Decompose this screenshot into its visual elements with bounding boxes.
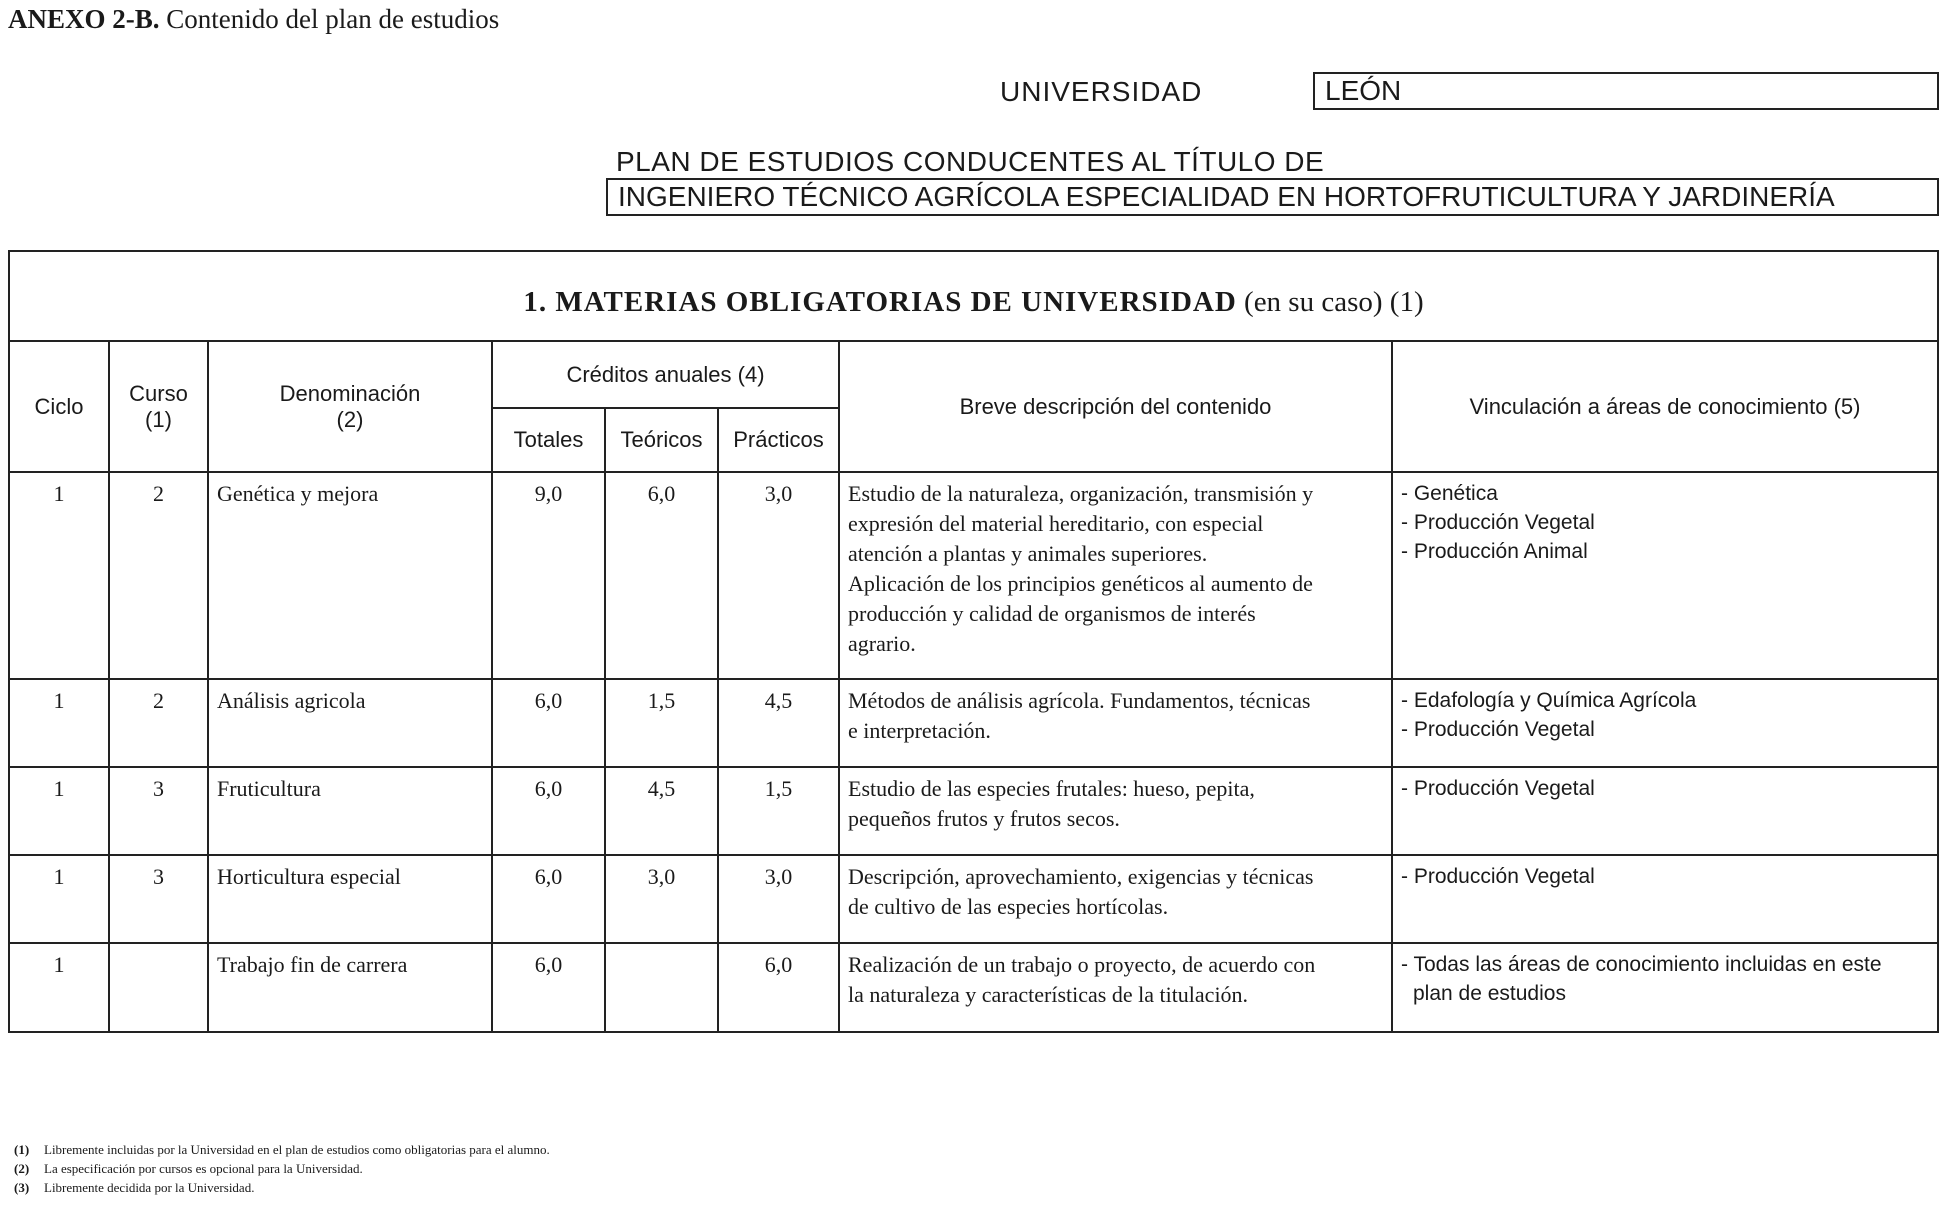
- description-line: expresión del material hereditario, con especial: [848, 511, 1264, 536]
- col-totales-header: Totales: [492, 408, 605, 472]
- area-item: plan de estudios: [1413, 982, 1566, 1005]
- footnote: [14, 1140, 550, 1159]
- cell-ciclo: 1: [10, 679, 109, 767]
- cell-practicos: 4,5: [718, 679, 839, 767]
- cell-ciclo: 1: [10, 855, 109, 943]
- description-line: Estudio de la naturaleza, organización, transmisión y: [848, 481, 1314, 506]
- cell-areas: [1392, 767, 1937, 855]
- table-row: [10, 855, 1937, 943]
- cell-areas: [1392, 679, 1937, 767]
- description-line: Realización de un trabajo o proyecto, de acuerdo con: [848, 952, 1316, 977]
- col-ciclo-header: Ciclo: [10, 342, 109, 472]
- col-practicos-header: Prácticos: [718, 408, 839, 472]
- area-item: - Genética: [1401, 482, 1498, 505]
- cell-teoricos: 3,0: [605, 855, 718, 943]
- cell-totales: 6,0: [492, 679, 605, 767]
- cell-ciclo: 1: [10, 767, 109, 855]
- area-item: - Producción Vegetal: [1401, 511, 1595, 534]
- cell-descripcion: [839, 855, 1392, 943]
- footnote: [14, 1178, 550, 1197]
- cell-teoricos: 6,0: [605, 472, 718, 679]
- cell-denominacion: Horticultura especial: [208, 855, 492, 943]
- cell-curso: [109, 943, 208, 1031]
- col-teoricos-header: Teóricos: [605, 408, 718, 472]
- col-descripcion-header: Breve descripción del contenido: [839, 342, 1392, 472]
- description-line: agrario.: [848, 631, 916, 656]
- cell-descripcion: [839, 472, 1392, 679]
- degree-title-field: INGENIERO TÉCNICO AGRÍCOLA ESPECIALIDAD EN HORTOFRUTICULTURA Y JARDINERÍA: [606, 178, 1939, 216]
- area-item: - Producción Vegetal: [1401, 865, 1595, 888]
- footnotes: [14, 1140, 550, 1197]
- table-row: [10, 679, 1937, 767]
- col-curso-header: [109, 342, 208, 472]
- cell-curso: 2: [109, 679, 208, 767]
- cell-areas: [1392, 472, 1937, 679]
- cell-totales: 6,0: [492, 767, 605, 855]
- footnote-text: La especificación por cursos es opcional para la Universidad.: [44, 1161, 363, 1176]
- col-curso-label: Curso: [129, 380, 188, 406]
- cell-practicos: 3,0: [718, 855, 839, 943]
- section-title-main: 1. MATERIAS OBLIGATORIAS DE UNIVERSIDAD: [523, 286, 1237, 318]
- col-denominacion-note: (2): [336, 406, 364, 432]
- description-line: pequeños frutos y frutos secos.: [848, 806, 1120, 831]
- cell-areas: [1392, 855, 1937, 943]
- footnote-number: (1): [14, 1142, 30, 1157]
- description-line: la naturaleza y características de la titulación.: [848, 982, 1249, 1007]
- description-line: e interpretación.: [848, 718, 991, 743]
- description-line: Descripción, aprovechamiento, exigencias y técnicas: [848, 864, 1314, 889]
- cell-ciclo: 1: [10, 472, 109, 679]
- table-row: [10, 767, 1937, 855]
- plan-label: PLAN DE ESTUDIOS CONDUCENTES AL TÍTULO DE: [616, 146, 1325, 177]
- section-title-suffix: (en su caso) (1): [1244, 286, 1424, 318]
- annex-heading: [8, 4, 499, 35]
- cell-teoricos: [605, 943, 718, 1031]
- area-item: - Producción Vegetal: [1401, 718, 1595, 741]
- description-line: producción y calidad de organismos de interés: [848, 601, 1256, 626]
- cell-curso: 3: [109, 855, 208, 943]
- cell-teoricos: 4,5: [605, 767, 718, 855]
- university-field: LEÓN: [1313, 72, 1939, 110]
- cell-denominacion: Análisis agricola: [208, 679, 492, 767]
- cell-denominacion: Fruticultura: [208, 767, 492, 855]
- table-row: [10, 472, 1937, 679]
- description-line: de cultivo de las especies hortícolas.: [848, 894, 1169, 919]
- footnote-number: (2): [14, 1161, 30, 1176]
- col-creditos-header: Créditos anuales (4): [492, 342, 839, 408]
- area-item: - Edafología y Química Agrícola: [1401, 689, 1697, 712]
- footnote-text: Libremente incluidas por la Universidad en el plan de estudios como obligatorias para el alumno.: [44, 1142, 550, 1157]
- cell-descripcion: [839, 679, 1392, 767]
- col-curso-note: (1): [145, 406, 172, 432]
- description-line: Métodos de análisis agrícola. Fundamentos, técnicas: [848, 688, 1311, 713]
- cell-practicos: 1,5: [718, 767, 839, 855]
- cell-practicos: 3,0: [718, 472, 839, 679]
- header-row: [10, 342, 1937, 408]
- university-label: UNIVERSIDAD: [1000, 76, 1203, 107]
- area-item: - Producción Animal: [1401, 540, 1588, 563]
- col-vinculacion-header: Vinculación a áreas de conocimiento (5): [1392, 342, 1937, 472]
- cell-denominacion: Trabajo fin de carrera: [208, 943, 492, 1031]
- cell-curso: 2: [109, 472, 208, 679]
- description-line: Estudio de las especies frutales: hueso, pepita,: [848, 776, 1255, 801]
- subjects-table: [10, 342, 1937, 1031]
- cell-totales: 6,0: [492, 943, 605, 1031]
- area-item: - Todas las áreas de conocimiento incluidas en este: [1401, 953, 1882, 976]
- annex-title: Contenido del plan de estudios: [166, 4, 500, 34]
- subjects-frame: [8, 250, 1939, 1033]
- cell-descripcion: [839, 943, 1392, 1031]
- annex-number: ANEXO 2-B.: [8, 4, 160, 34]
- cell-areas: [1392, 943, 1937, 1031]
- cell-teoricos: 1,5: [605, 679, 718, 767]
- cell-totales: 9,0: [492, 472, 605, 679]
- cell-descripcion: [839, 767, 1392, 855]
- footnote: [14, 1159, 550, 1178]
- table-row: [10, 943, 1937, 1031]
- col-denominacion-header: [208, 342, 492, 472]
- cell-curso: 3: [109, 767, 208, 855]
- footnote-text: Libremente decidida por la Universidad.: [44, 1180, 255, 1195]
- footnote-number: (3): [14, 1180, 30, 1195]
- section-title: [10, 252, 1937, 342]
- cell-ciclo: 1: [10, 943, 109, 1031]
- cell-totales: 6,0: [492, 855, 605, 943]
- cell-practicos: 6,0: [718, 943, 839, 1031]
- col-denominacion-label: Denominación: [279, 380, 421, 406]
- description-line: atención a plantas y animales superiores.: [848, 541, 1208, 566]
- area-item: - Producción Vegetal: [1401, 777, 1595, 800]
- cell-denominacion: Genética y mejora: [208, 472, 492, 679]
- description-line: Aplicación de los principios genéticos al aumento de: [848, 571, 1313, 596]
